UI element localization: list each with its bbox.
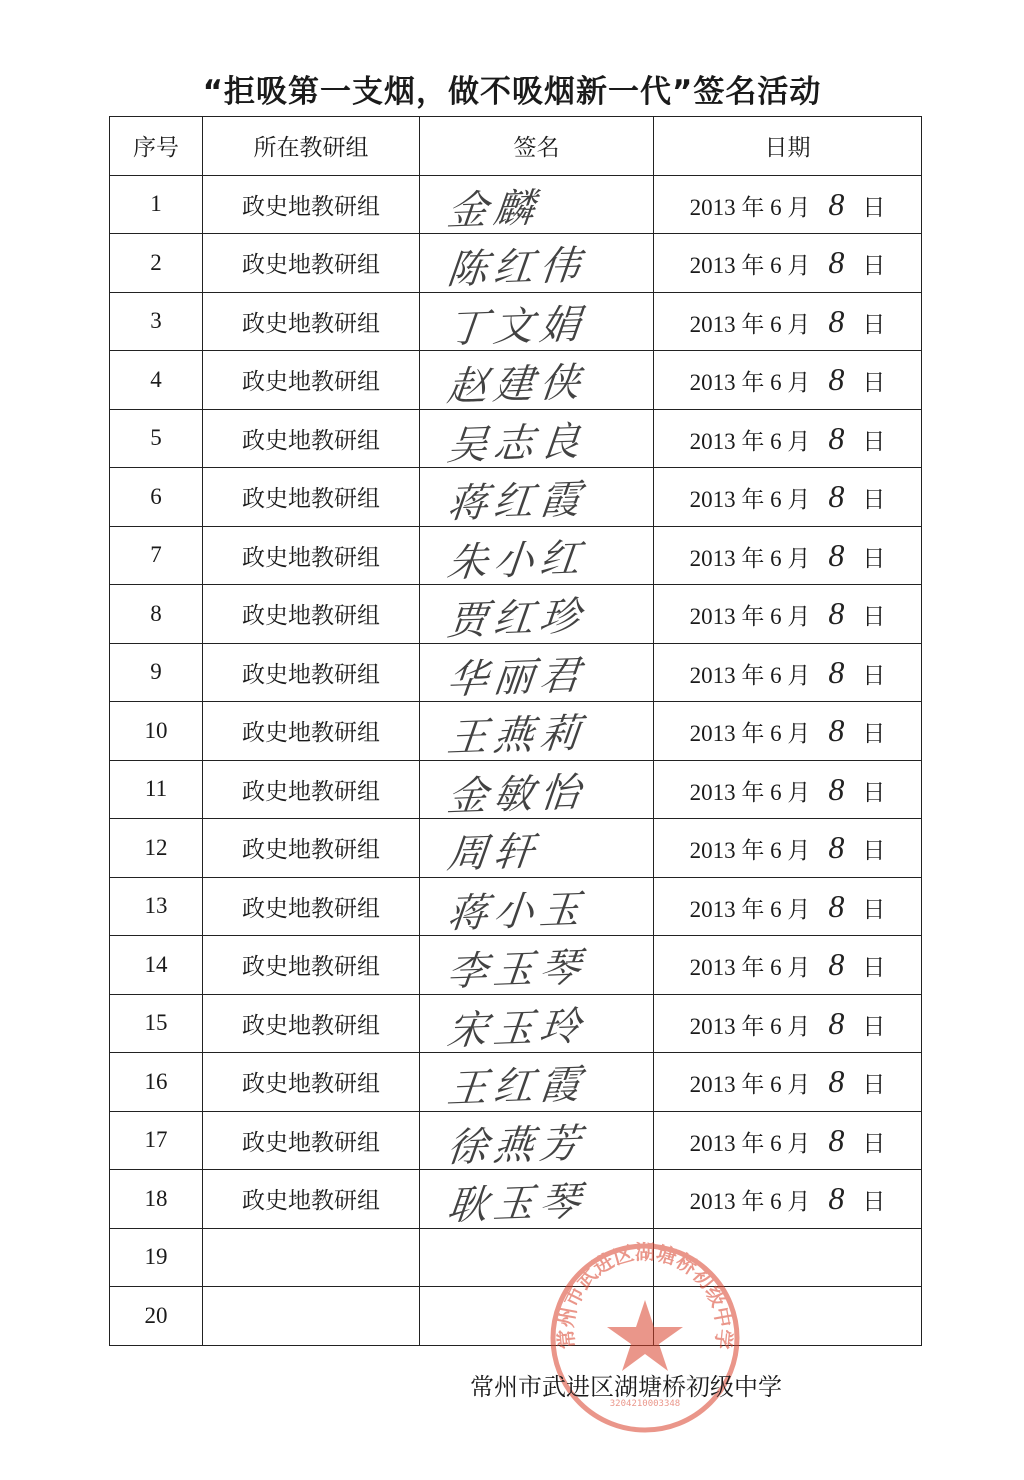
row-number: 18: [110, 1170, 203, 1229]
date-day-unit: 日: [862, 545, 886, 571]
date-day-unit: 日: [862, 428, 886, 454]
date-day-handwritten: 8: [828, 829, 845, 866]
row-signature-cell: [420, 292, 654, 351]
table-row: [110, 643, 922, 702]
handwritten-signature: 贾红珍: [444, 593, 589, 645]
date-day-unit: 日: [862, 194, 886, 220]
date-day-unit: 日: [862, 1013, 886, 1039]
seal-code: 3204210003348: [609, 1399, 681, 1409]
date-year-month: 2013 年 6 月: [689, 253, 811, 279]
row-number: 20: [110, 1287, 203, 1346]
table-row: [110, 585, 922, 644]
date-day-handwritten: 8: [828, 1063, 845, 1100]
row-number: 2: [110, 234, 203, 293]
row-number: 17: [110, 1111, 203, 1170]
row-group: 政史地教研组: [203, 175, 420, 234]
row-number: 15: [110, 994, 203, 1053]
row-signature-cell: [420, 468, 654, 527]
row-date-cell: [654, 175, 922, 234]
date-day-unit: 日: [862, 311, 886, 337]
row-date-cell: [654, 877, 922, 936]
row-signature-cell: [420, 234, 654, 293]
row-signature-cell: [420, 526, 654, 585]
date-year-month: 2013 年 6 月: [689, 779, 811, 805]
date-day-unit: 日: [862, 1072, 886, 1098]
row-group: 政史地教研组: [203, 1111, 420, 1170]
row-date-cell: [654, 936, 922, 995]
handwritten-signature: 赵建侠: [444, 359, 589, 411]
row-group: 政史地教研组: [203, 702, 420, 761]
date-year-month: 2013 年 6 月: [689, 721, 811, 747]
date-year-month: 2013 年 6 月: [689, 604, 811, 630]
table-row: [110, 936, 922, 995]
row-date-cell: [654, 1053, 922, 1112]
row-date-cell: [654, 1170, 922, 1229]
row-group: 政史地教研组: [203, 819, 420, 878]
row-signature-cell: [420, 702, 654, 761]
date-day-handwritten: 8: [828, 653, 845, 690]
date-day-unit: 日: [862, 370, 886, 396]
table-row: [110, 175, 922, 234]
signature-table: [109, 116, 922, 1346]
row-date-cell: [654, 994, 922, 1053]
row-date-cell: [654, 819, 922, 878]
date-day-handwritten: 8: [828, 1004, 845, 1041]
row-signature-cell: [420, 351, 654, 410]
row-number: 9: [110, 643, 203, 702]
table-row: [110, 234, 922, 293]
handwritten-signature: 周轩: [445, 828, 543, 878]
seal-star-icon: [607, 1300, 683, 1371]
header-group: 所在教研组: [203, 117, 420, 176]
row-number: 6: [110, 468, 203, 527]
row-group: 政史地教研组: [203, 234, 420, 293]
date-day-unit: 日: [862, 955, 886, 981]
date-year-month: 2013 年 6 月: [689, 487, 811, 513]
header-no: 序号: [110, 117, 203, 176]
row-signature-cell: [420, 409, 654, 468]
table-row: [110, 819, 922, 878]
date-day-unit: 日: [862, 1130, 886, 1156]
row-group: 政史地教研组: [203, 351, 420, 410]
date-year-month: 2013 年 6 月: [689, 370, 811, 396]
table-row: [110, 702, 922, 761]
table-row: [110, 351, 922, 410]
header-date: 日期: [654, 117, 922, 176]
row-date-cell: [654, 1111, 922, 1170]
row-date-cell: [654, 292, 922, 351]
row-number: 8: [110, 585, 203, 644]
date-day-handwritten: 8: [828, 1121, 845, 1158]
handwritten-signature: 陈红伟: [444, 242, 589, 294]
row-group: 政史地教研组: [203, 468, 420, 527]
row-date-cell: [654, 351, 922, 410]
row-signature-cell: [420, 877, 654, 936]
handwritten-signature: 王燕莉: [444, 710, 589, 762]
row-date-cell: [654, 643, 922, 702]
school-name-footer: 常州市武进区湖塘桥初级中学: [470, 1373, 782, 1401]
handwritten-signature: 耿玉琴: [444, 1178, 589, 1230]
table-row: [110, 409, 922, 468]
date-day-unit: 日: [862, 253, 886, 279]
date-year-month: 2013 年 6 月: [689, 955, 811, 981]
table-row: [110, 526, 922, 585]
table-row: [110, 760, 922, 819]
table-row: [110, 1228, 922, 1287]
date-year-month: 2013 年 6 月: [689, 662, 811, 688]
header-sign: 签名: [420, 117, 654, 176]
row-number: 14: [110, 936, 203, 995]
handwritten-signature: 吴志良: [444, 418, 589, 469]
date-day-handwritten: 8: [828, 712, 845, 749]
date-day-unit: 日: [862, 604, 886, 630]
row-group: [203, 1228, 420, 1287]
seal-text: 常州市武进区湖塘桥初级中学: [553, 1240, 737, 1351]
date-day-handwritten: 8: [828, 770, 845, 807]
handwritten-signature: 李玉琴: [444, 944, 589, 996]
handwritten-signature: 蒋红霞: [444, 476, 589, 528]
row-number: 5: [110, 409, 203, 468]
table-row: [110, 292, 922, 351]
row-number: 4: [110, 351, 203, 410]
row-group: 政史地教研组: [203, 877, 420, 936]
date-year-month: 2013 年 6 月: [689, 1189, 811, 1215]
handwritten-signature: 华丽君: [444, 652, 589, 703]
handwritten-signature: 徐燕芳: [444, 1120, 589, 1171]
row-date-cell: [654, 526, 922, 585]
date-year-month: 2013 年 6 月: [689, 1013, 811, 1039]
date-day-handwritten: 8: [828, 595, 845, 632]
row-signature-cell: [420, 819, 654, 878]
row-signature-cell: [420, 1111, 654, 1170]
handwritten-signature: 丁文娟: [444, 301, 589, 352]
handwritten-signature: 蒋小玉: [444, 886, 589, 937]
handwritten-signature: 金敏怡: [444, 769, 589, 820]
row-date-cell: [654, 468, 922, 527]
row-date-cell: [654, 409, 922, 468]
row-signature-cell: [420, 1053, 654, 1112]
row-group: 政史地教研组: [203, 1170, 420, 1229]
table-row: [110, 468, 922, 527]
date-year-month: 2013 年 6 月: [689, 545, 811, 571]
date-year-month: 2013 年 6 月: [689, 1130, 811, 1156]
row-group: 政史地教研组: [203, 936, 420, 995]
date-day-handwritten: 8: [828, 185, 845, 222]
row-group: 政史地教研组: [203, 1053, 420, 1112]
date-day-unit: 日: [862, 721, 886, 747]
row-number: 7: [110, 526, 203, 585]
date-year-month: 2013 年 6 月: [689, 896, 811, 922]
date-day-unit: 日: [862, 487, 886, 513]
date-day-handwritten: 8: [828, 478, 845, 515]
date-year-month: 2013 年 6 月: [689, 838, 811, 864]
row-number: 19: [110, 1228, 203, 1287]
row-group: [203, 1287, 420, 1346]
row-date-cell: [654, 702, 922, 761]
date-day-handwritten: 8: [828, 302, 845, 339]
date-day-unit: 日: [862, 662, 886, 688]
table-row: [110, 1170, 922, 1229]
date-day-handwritten: 8: [828, 244, 845, 281]
handwritten-signature: 宋玉玲: [444, 1003, 589, 1054]
row-group: 政史地教研组: [203, 292, 420, 351]
row-group: 政史地教研组: [203, 760, 420, 819]
date-year-month: 2013 年 6 月: [689, 1072, 811, 1098]
page-title: “拒吸第一支烟，做不吸烟新一代”签名活动: [202, 74, 822, 110]
row-signature-cell: [420, 175, 654, 234]
row-signature-cell: [420, 1170, 654, 1229]
row-signature-cell: [420, 760, 654, 819]
row-group: 政史地教研组: [203, 409, 420, 468]
row-number: 1: [110, 175, 203, 234]
row-date-cell: [654, 760, 922, 819]
row-group: 政史地教研组: [203, 526, 420, 585]
row-number: 10: [110, 702, 203, 761]
row-signature-cell: [420, 643, 654, 702]
date-day-handwritten: 8: [828, 946, 845, 983]
row-number: 3: [110, 292, 203, 351]
row-date-cell: [654, 234, 922, 293]
handwritten-signature: 金麟: [445, 184, 543, 235]
row-number: 16: [110, 1053, 203, 1112]
handwritten-signature: 王红霞: [444, 1061, 589, 1113]
table-row: [110, 1111, 922, 1170]
date-year-month: 2013 年 6 月: [689, 194, 811, 220]
date-day-handwritten: 8: [828, 536, 845, 573]
date-day-unit: 日: [862, 1189, 886, 1215]
date-day-unit: 日: [862, 896, 886, 922]
row-group: 政史地教研组: [203, 643, 420, 702]
table-header-row: [110, 117, 922, 176]
row-group: 政史地教研组: [203, 585, 420, 644]
handwritten-signature: 朱小红: [444, 535, 589, 586]
row-number: 13: [110, 877, 203, 936]
date-day-unit: 日: [862, 779, 886, 805]
date-day-unit: 日: [862, 838, 886, 864]
row-signature-cell: [420, 994, 654, 1053]
table-row: [110, 877, 922, 936]
date-day-handwritten: 8: [828, 419, 845, 456]
row-number: 11: [110, 760, 203, 819]
date-year-month: 2013 年 6 月: [689, 311, 811, 337]
school-seal: [545, 1238, 745, 1438]
date-year-month: 2013 年 6 月: [689, 428, 811, 454]
row-signature-cell: [420, 585, 654, 644]
date-day-handwritten: 8: [828, 887, 845, 924]
date-day-handwritten: 8: [828, 1180, 845, 1217]
table-row: [110, 1287, 922, 1346]
table-row: [110, 1053, 922, 1112]
table-row: [110, 994, 922, 1053]
row-group: 政史地教研组: [203, 994, 420, 1053]
row-number: 12: [110, 819, 203, 878]
row-signature-cell: [420, 936, 654, 995]
date-day-handwritten: 8: [828, 361, 845, 398]
row-date-cell: [654, 585, 922, 644]
